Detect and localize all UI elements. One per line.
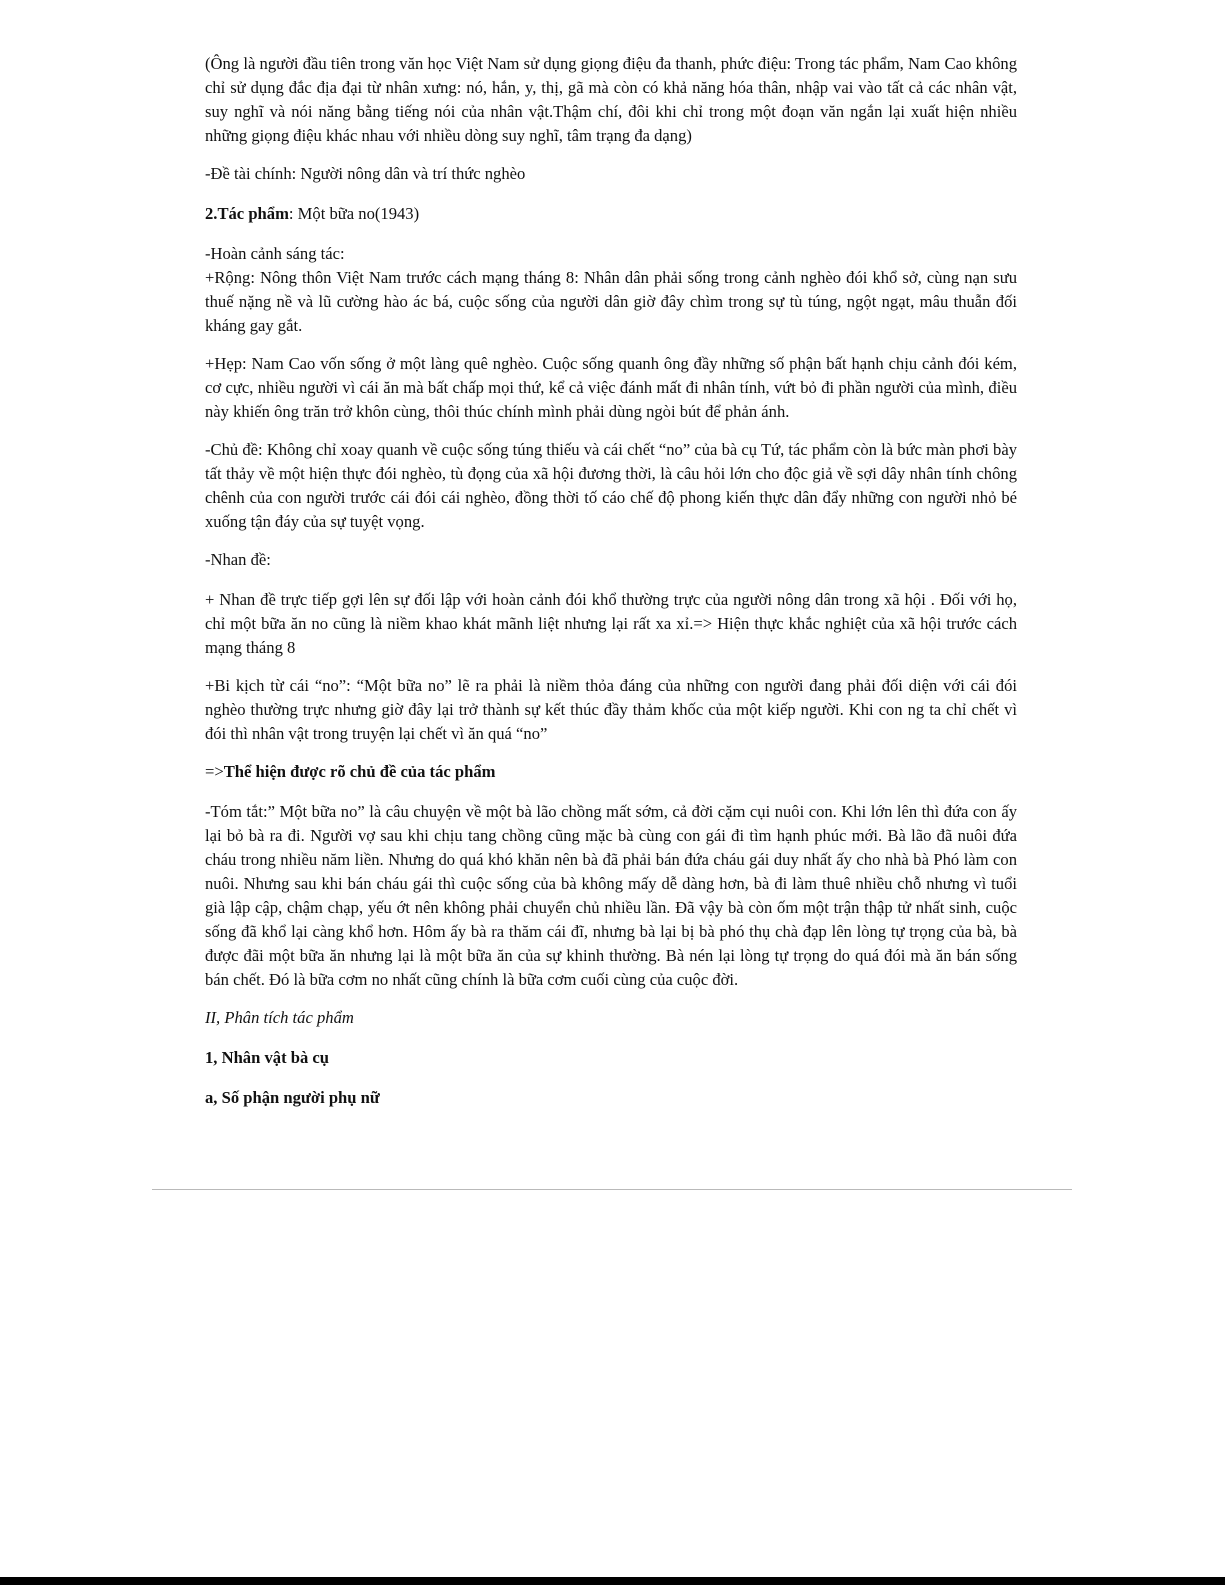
page-divider <box>152 1189 1072 1190</box>
conclusion-arrow: => <box>205 762 224 781</box>
context-label: -Hoàn cảnh sáng tác: <box>205 244 345 263</box>
context-narrow: +Hẹp: Nam Cao vốn sống ở một làng quê nghèo. Cuộc sống quanh ông đầy những số phận bất hạnh chịu cảnh đói kém, cơ cực, nhiều người vì cái ăn mà bất chấp mọi thứ, kể cả việc đánh mất đi nhân tính, vứt bỏ đi phần người của mình, điều này khiến ông trăn trở khôn cùng, thôi thúc chính mình phải dùng ngòi bút để phản ánh. <box>205 354 1017 421</box>
summary-paragraph: -Tóm tắt:” Một bữa no” là câu chuyện về một bà lão chồng mất sớm, cả đời cặm cụi nuôi con. Khi lớn lên thì đứa con ấy lại bỏ bà ra đi. Người vợ sau khi chịu tang chồng cũng mặc bà cùng con gái đi tìm hạnh phúc mới. Bà lão đã nuôi đứa cháu trong nhiều năm liền. Nhưng do quá khó khăn nên bà đã phải bán đứa cháu gái duy nhất ấy cho nhà bà Phó làm con nuôi. Nhưng sau khi bán cháu gái thì cuộc sống của bà không mấy dễ dàng hơn, bà đi làm thuê nhiều chỗ nhưng vì tuổi già lập cập, chậm chạp, yếu ớt nên không phải chuyển chủ nhiều lần. Đã vậy bà còn ốm một trận thập tử nhất sinh, cuộc sống đã khổ lại càng khổ hơn. Hôm ấy bà ra thăm cái đĩ, nhưng bà lại bị bà phó thụ chà đạp lên lòng tự trọng của bà, bà được đãi một bữa ăn nhưng lại là một bữa ăn của sự khinh thường. Bà nén lại lòng tự trọng do quá đói mà ăn bán sống bán chết. Đó là bữa cơm no nhất cũng chính là bữa cơm cuối cùng của cuộc đời. <box>205 802 1017 989</box>
theme-paragraph: -Chủ đề: Không chỉ xoay quanh về cuộc sống túng thiếu và cái chết “no” của bà cụ Tứ, tác phẩm còn là bức màn phơi bày tất thảy về một hiện thực đói nghèo, tù đọng của xã hội đương thời, là câu hỏi lớn cho độc giả về sợi dây nhân tính chông chênh của con người trước cái đói cái nghèo, đồng thời tố cáo chế độ phong kiến thực dân đẩy những con người nhỏ bé xuống tận đáy của sự tuyệt vọng. <box>205 440 1017 531</box>
subsection-subheading: a, Số phận người phụ nữ <box>205 1088 380 1107</box>
main-topic: -Đề tài chính: Người nông dân và trí thức nghèo <box>205 164 526 183</box>
section-heading: II, Phân tích tác phẩm <box>205 1008 354 1027</box>
conclusion-line <box>205 760 1017 784</box>
title-point-1: + Nhan đề trực tiếp gợi lên sự đối lập với hoàn cảnh đói khổ thường trực của người nông dân trong xã hội . Đối với họ, chỉ một bữa ăn no cũng là niềm khao khát mãnh liệt nhưng lại rất xa xỉ.=> Hiện thực khắc nghiệt của xã hội trước cách mạng tháng 8 <box>205 590 1017 657</box>
conclusion-bold: Thể hiện được rõ chủ đề của tác phẩm <box>223 762 496 781</box>
work-heading <box>205 202 1017 226</box>
context-broad: +Rộng: Nông thôn Việt Nam trước cách mạng tháng 8: Nhân dân phải sống trong cảnh nghèo đói khổ sở, cùng nạn sưu thuế nặng nề và lũ cường hào ác bá, cuộc sống của người dân giờ đây chìm trong sự tù túng, ngột ngạt, mâu thuẫn đối kháng gay gắt. <box>205 268 1017 335</box>
document-page <box>205 52 1017 1124</box>
title-label: -Nhan đề: <box>205 550 271 569</box>
intro-paragraph: (Ông là người đầu tiên trong văn học Việt Nam sử dụng giọng điệu đa thanh, phức điệu: Trong tác phẩm, Nam Cao không chỉ sử dụng đắc địa đại từ nhân xưng: nó, hắn, y, thị, gã mà còn có khả năng hóa thân, nhập vai vào tất cả các nhân vật, suy nghĩ và nói năng bằng tiếng nói của nhân vật.Thậm chí, đôi khi chỉ trong một đoạn văn ngắn lại xuất hiện nhiều những giọng điệu khác nhau với nhiều dòng suy nghĩ, tâm trạng đa dạng) <box>205 54 1017 145</box>
title-point-2: +Bi kịch từ cái “no”: “Một bữa no” lẽ ra phải là niềm thỏa đáng của những con người đang phải đối diện với cái đói nghèo thường trực nhưng giờ đây lại trở thành sự kết thúc đầy thảm khốc của một kiếp người. Khi con ng ta chỉ chết vì đói thì nhân vật trong truyện lại chết vì ăn quá “no” <box>205 676 1017 743</box>
bottom-edge-bar <box>0 1577 1225 1585</box>
work-heading-rest: : Một bữa no(1943) <box>288 204 420 223</box>
subsection-heading: 1, Nhân vật bà cụ <box>205 1048 330 1067</box>
work-heading-bold: 2.Tác phẩm <box>205 204 289 223</box>
